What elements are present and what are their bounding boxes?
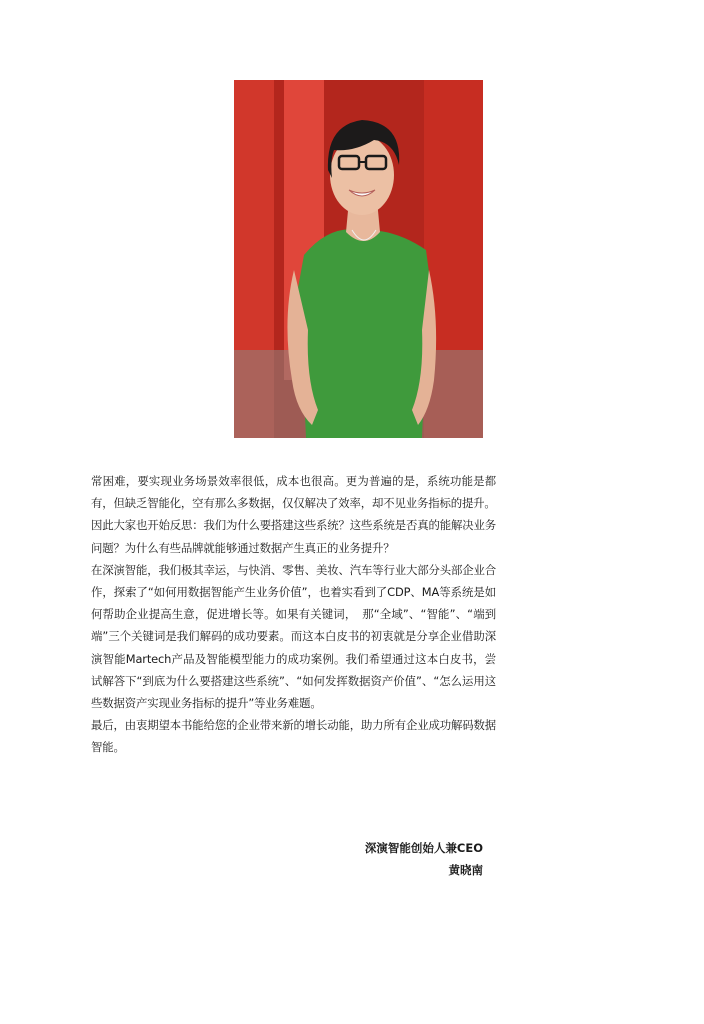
paragraph: 常困难，要实现业务场景效率很低，成本也很高。更为普遍的是，系统功能是都有，但缺乏智能化，空有那么多数据，仅仅解决了效率，却不见业务指标的提升。 bbox=[91, 474, 496, 511]
paragraph: 最后，由衷期望本书能给您的企业带来新的增长动能，助力所有企业成功解码数据智能。 bbox=[91, 718, 496, 755]
author-title: 深演智能创始人兼CEO bbox=[364, 841, 483, 855]
author-name: 黄晓南 bbox=[448, 863, 483, 877]
signature-block bbox=[365, 837, 483, 881]
portrait-photo bbox=[234, 80, 483, 438]
preface-body bbox=[91, 470, 496, 759]
paragraph: 因此大家也开始反思：我们为什么要搭建这些系统？这些系统是否真的能解决业务问题？为什么有些品牌就能够通过数据产生真正的业务提升？ bbox=[91, 518, 496, 555]
paragraph: 在深演智能，我们极其幸运，与快消、零售、美妆、汽车等行业大部分头部企业合作，探索了“如何用数据智能产生业务价值”，也着实看到了CDP、MA等系统是如何帮助企业提高生意，促进增长等。如果有关键词， 那“全域”、“智能”、“端到端”三个关键词是我们解码的成功要素。而这本白皮书的初衷就是分享企业借助深演智能Martech产品及智能模型能力的成功案例。我们希望通过这本白皮书，尝试解答下“到底为什么要搭建这些系统”、“如何发挥数据资产价值”、“怎么运用这些数据资产实现业务指标的提升”等业务难题。 bbox=[91, 562, 496, 711]
portrait-illustration bbox=[234, 80, 483, 438]
